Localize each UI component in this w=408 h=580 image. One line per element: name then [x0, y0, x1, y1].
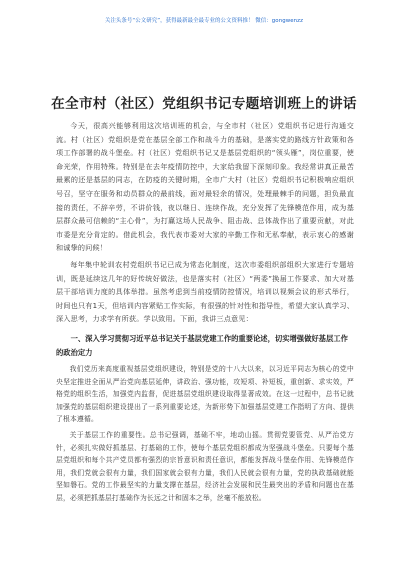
- paragraph-intro: 今天，很高兴能够利用这次培训班的机会，与全市村（社区）党组织书记进行沟通交流。村（社区）党组织是党在基层全部工作和战斗力的基础，是落实党的路线方针政策和各项工作部署的战斗堡垒。村（社区）党组织书记又是基层党组织的“领头雁”，岗位重要，使命光荣，作用特殊。特别是在去年疫情防控中，大家给我留下深刻印象。我经常讲真正最苦最累的还是基层的同志，在防疫的关键时期，全市广大村（社区）党组织书记积极响应组织号召，坚守在服务和动员群众的最前线，面对最轻余的情况，处理最棘手的问题，担负最直接的责任，不辞辛劳，不讲价钱，夜以继日、连续作战，充分发挥了先锋模范作用，成为基层群众最可信赖的“主心骨”，为打赢这场人民战争、阻击战、总体战作出了重要贡献，对此市委是充分肯定的。借此机会，我代表市委对大家的辛勤工作和无私奉献，表示衷心的感谢和诚挚的问候！: [56, 121, 354, 253]
- paragraph-party-building: 我们党历来高度重视基层党组织建设，特别是党的十八大以来，以习近平同志为核心的党中央坚定推进全面从严治党向基层延伸，讲政治、强功能，攻短项、补短板，重创新、求实效，严格党的组织生活，加强党内监督，促进基层党组织建设取得显著成效。在这一过程中，总书记就加强党的基层组织建设提出了一系列重要论述，为新形势下加强基层党建工作指明了方向、提供了根本遵循。: [56, 365, 354, 424]
- section-heading-1: 一、深入学习贯彻习近平总书记关于基层党建工作的重要论述，切实增强做好基层工作的政治定力: [56, 333, 348, 357]
- promo-banner[interactable]: 关注头条号“公文研究”，获得最新最全最专业的公文资料推！ 微信：gongwenzz: [104, 18, 304, 24]
- paragraph-importance: 关于基层工作的重要性。总书记强调，基础不牢，地动山摇。贯彻党要管党、从严治党方针，必须扎实做好抓基层、打基础的工作，使每个基层党组织都成为坚强战斗堡垒。只要每个基层党组织和每个共产党员都有强烈的宗旨意识和责任意识，都能发挥战斗堡垒作用、先锋模范作用，我们党就会很有力量，我们国家就会很有力量，我们人民就会很有力量，党的执政基础就能坚如磐石。党的工作最坚实的力量支撑在基层，经济社会发展和民生最突出的矛盾和问题也在基层，必须把抓基层打基础作为长远之计和固本之举，丝毫不能放松。: [56, 431, 354, 503]
- paragraph-training: 每年集中轮训农村党组织书记已成为常态化制度，这次市委组织部组织大家进行专题培训，既是延续这几年的好传统好做法，也是落实村（社区）“两委”换届工作要求、加大对基层干部培训力度的具体举措。虽然考虑到当前疫情防控情况，培训以视频会议的形式举行，时间也只有1天，但培训内容紧贴工作实际，有很强的针对性和指导性，希望大家认真学习、深入思考，力求学有所获。学以致用。下面，我讲三点意见：: [56, 259, 354, 324]
- document-body: [56, 119, 354, 508]
- document-title: 在全市村（社区）党组织书记专题培训班上的讲话: [51, 96, 357, 112]
